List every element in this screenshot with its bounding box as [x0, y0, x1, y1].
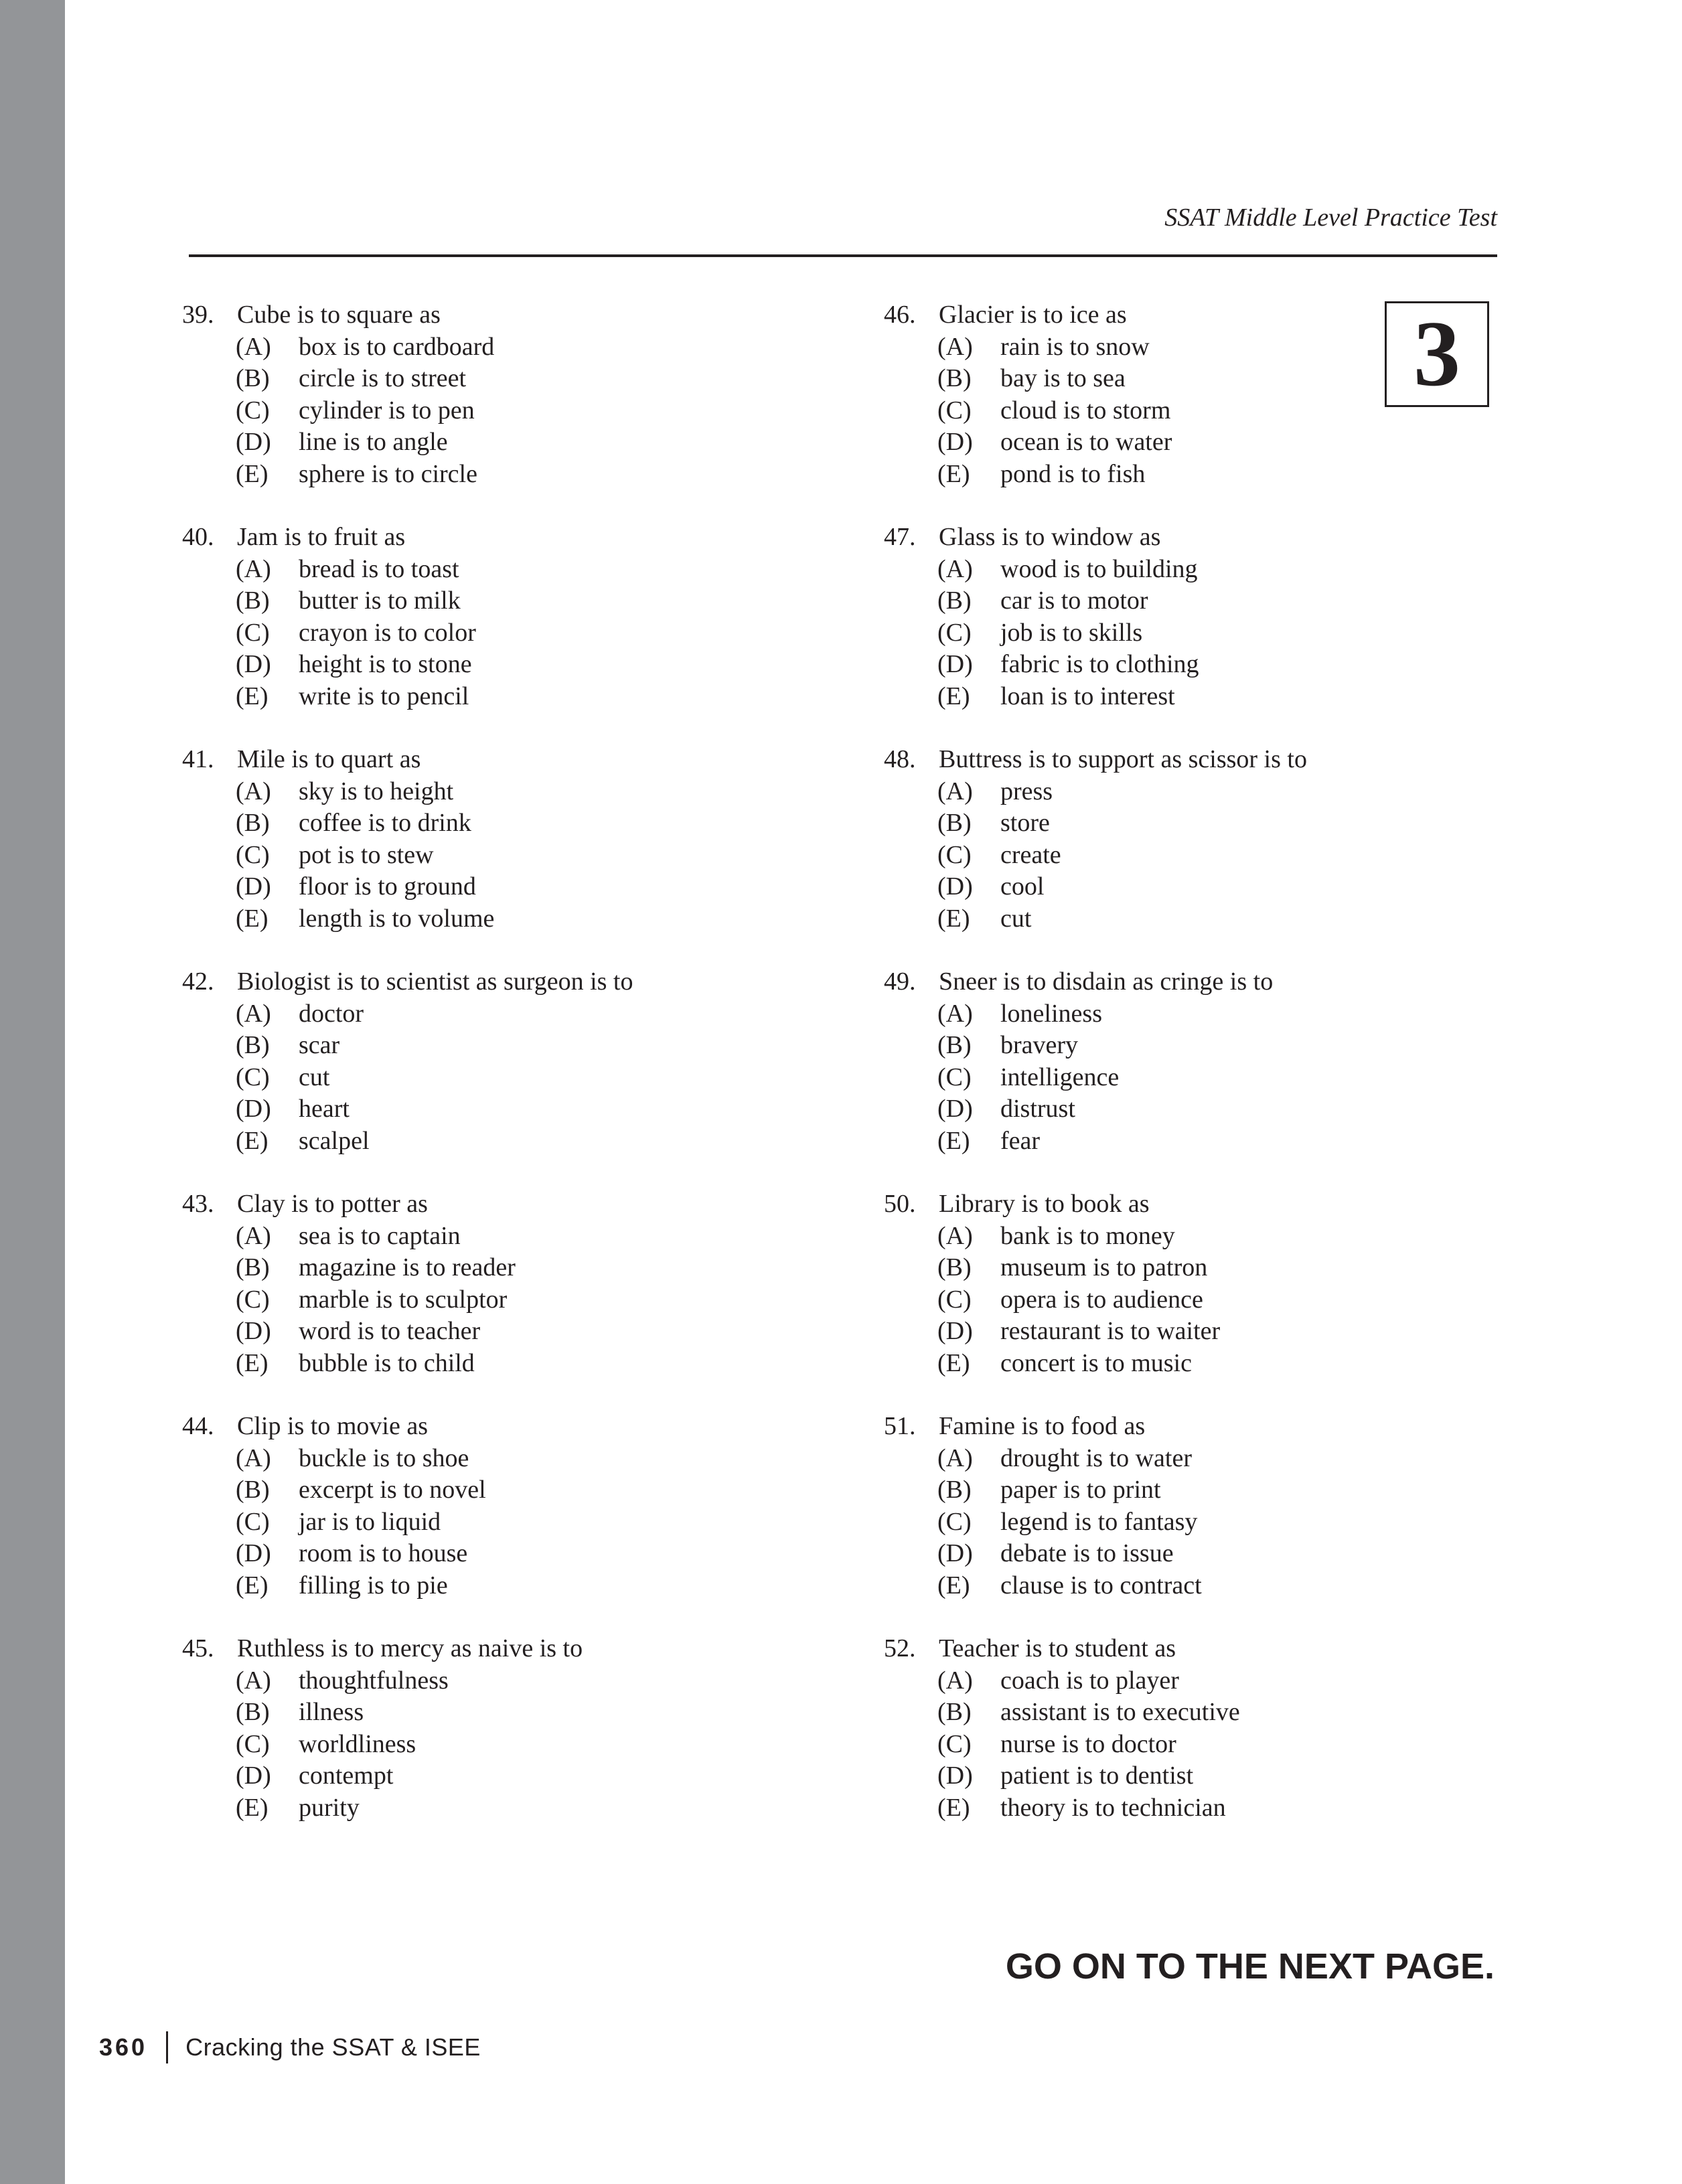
- choice-letter: (A): [236, 777, 271, 805]
- page-footer: [99, 2031, 481, 2063]
- answer-choice: [884, 1125, 1307, 1158]
- answer-choice: [182, 1697, 633, 1729]
- answer-choice: [182, 1125, 633, 1158]
- question-number: 47.: [884, 523, 916, 551]
- answer-choice: [182, 1348, 633, 1380]
- choice-text: scar: [299, 1031, 340, 1060]
- answer-choice: [884, 903, 1307, 935]
- choice-letter: (C): [236, 840, 270, 869]
- go-on-instruction: GO ON TO THE NEXT PAGE.: [1005, 1946, 1495, 1986]
- choice-letter: (A): [937, 1221, 973, 1250]
- answer-choice: [884, 363, 1307, 395]
- answer-choice: [182, 1093, 633, 1125]
- choice-text: fear: [1000, 1126, 1041, 1155]
- choice-text: rain is to snow: [1000, 332, 1150, 361]
- answer-choice: [884, 1284, 1307, 1316]
- choice-letter: (C): [236, 1063, 270, 1091]
- answer-choice: [182, 1760, 633, 1792]
- answer-choice: [884, 1570, 1307, 1602]
- answer-choice: [884, 1729, 1307, 1761]
- question-stem: [182, 1411, 633, 1443]
- answer-choice: [884, 395, 1307, 427]
- choice-text: cut: [1000, 904, 1032, 933]
- answer-choice: [884, 1665, 1307, 1697]
- section-number-box: 3: [1385, 301, 1489, 407]
- question-stem: [884, 1188, 1307, 1221]
- choice-text: distrust: [1000, 1095, 1075, 1123]
- choice-text: filling is to pie: [299, 1571, 448, 1600]
- running-header: SSAT Middle Level Practice Test: [1164, 204, 1497, 232]
- choice-text: doctor: [299, 999, 364, 1028]
- choice-letter: (D): [937, 650, 973, 679]
- right-question-column: [884, 299, 1307, 1855]
- choice-text: wood is to building: [1000, 554, 1198, 583]
- choice-letter: (A): [236, 1221, 271, 1250]
- choice-text: length is to volume: [299, 904, 495, 933]
- choice-text: box is to cardboard: [299, 332, 495, 361]
- choice-text: bubble is to child: [299, 1348, 475, 1377]
- answer-choice: [884, 1030, 1307, 1062]
- choice-text: clause is to contract: [1000, 1571, 1202, 1600]
- choice-text: bank is to money: [1000, 1221, 1175, 1250]
- choice-letter: (B): [937, 1476, 972, 1504]
- answer-choice: [884, 998, 1307, 1030]
- choice-text: sky is to height: [299, 777, 454, 805]
- choice-letter: (E): [236, 1348, 269, 1377]
- choice-letter: (D): [937, 428, 973, 457]
- choice-letter: (E): [236, 1126, 269, 1155]
- answer-choice: [182, 998, 633, 1030]
- answer-choice: [884, 1506, 1307, 1539]
- choice-text: debate is to issue: [1000, 1539, 1174, 1568]
- choice-text: word is to teacher: [299, 1317, 481, 1346]
- question-number: 45.: [182, 1634, 214, 1662]
- answer-choice: [182, 1538, 633, 1570]
- choice-letter: (A): [236, 999, 271, 1028]
- question-stem-text: Ruthless is to mercy as naive is to: [237, 1634, 583, 1662]
- choice-letter: (D): [236, 1317, 271, 1346]
- choice-text: create: [1000, 840, 1061, 869]
- choice-text: job is to skills: [1000, 618, 1143, 647]
- question-stem-text: Buttress is to support as scissor is to: [939, 745, 1307, 773]
- choice-text: write is to pencil: [299, 682, 469, 710]
- choice-text: cut: [299, 1063, 330, 1091]
- choice-letter: (B): [937, 809, 972, 838]
- choice-letter: (D): [236, 1095, 271, 1123]
- choice-letter: (A): [937, 332, 973, 361]
- question-stem-text: Glacier is to ice as: [939, 301, 1127, 329]
- choice-text: excerpt is to novel: [299, 1476, 486, 1504]
- choice-letter: (B): [236, 364, 270, 393]
- choice-letter: (A): [937, 554, 973, 583]
- choice-letter: (B): [236, 809, 270, 838]
- choice-letter: (D): [236, 428, 271, 457]
- choice-letter: (E): [236, 1571, 269, 1600]
- choice-text: jar is to liquid: [299, 1507, 441, 1536]
- choice-letter: (C): [937, 1063, 972, 1091]
- page-number: 360: [99, 2033, 148, 2061]
- answer-choice: [884, 807, 1307, 840]
- answer-choice: [884, 1348, 1307, 1380]
- question-item: [884, 299, 1307, 522]
- choice-text: intelligence: [1000, 1063, 1120, 1091]
- choice-text: theory is to technician: [1000, 1793, 1226, 1822]
- choice-letter: (C): [937, 1507, 972, 1536]
- answer-choice: [182, 331, 633, 364]
- choice-text: purity: [299, 1793, 360, 1822]
- question-stem: [884, 1633, 1307, 1665]
- choice-text: floor is to ground: [299, 872, 476, 901]
- choice-letter: (B): [937, 587, 972, 615]
- question-item: [182, 1633, 633, 1855]
- side-margin-bar: [0, 0, 65, 2184]
- choice-letter: (A): [236, 554, 271, 583]
- question-item: [182, 744, 633, 966]
- choice-letter: (E): [937, 1571, 970, 1600]
- choice-text: pond is to fish: [1000, 459, 1146, 488]
- question-number: 43.: [182, 1190, 214, 1218]
- question-number: 44.: [182, 1412, 214, 1440]
- answer-choice: [182, 585, 633, 617]
- question-stem: [182, 1633, 633, 1665]
- choice-text: contempt: [299, 1762, 394, 1790]
- question-stem: [182, 299, 633, 331]
- choice-text: opera is to audience: [1000, 1285, 1203, 1314]
- choice-letter: (D): [937, 1095, 973, 1123]
- question-stem: [884, 1411, 1307, 1443]
- choice-text: legend is to fantasy: [1000, 1507, 1198, 1536]
- answer-choice: [884, 1697, 1307, 1729]
- answer-choice: [884, 1093, 1307, 1125]
- choice-text: scalpel: [299, 1126, 370, 1155]
- question-item: [182, 966, 633, 1188]
- answer-choice: [884, 1316, 1307, 1348]
- question-stem-text: Biologist is to scientist as surgeon is to: [237, 967, 633, 996]
- choice-letter: (B): [937, 1031, 972, 1060]
- choice-text: concert is to music: [1000, 1348, 1192, 1377]
- answer-choice: [182, 807, 633, 840]
- choice-letter: (B): [937, 1698, 972, 1727]
- choice-letter: (D): [236, 1539, 271, 1568]
- choice-text: circle is to street: [299, 364, 467, 393]
- choice-text: press: [1000, 777, 1053, 805]
- answer-choice: [884, 681, 1307, 713]
- answer-choice: [884, 1474, 1307, 1506]
- choice-letter: (B): [236, 587, 270, 615]
- answer-choice: [884, 554, 1307, 586]
- choice-text: coach is to player: [1000, 1666, 1179, 1695]
- choice-letter: (D): [937, 872, 973, 901]
- choice-text: magazine is to reader: [299, 1253, 516, 1282]
- choice-text: crayon is to color: [299, 618, 476, 647]
- choice-letter: (C): [236, 1285, 270, 1314]
- choice-letter: (B): [236, 1031, 270, 1060]
- question-stem: [884, 299, 1307, 331]
- question-number: 42.: [182, 967, 214, 996]
- choice-letter: (D): [236, 650, 271, 679]
- answer-choice: [182, 1030, 633, 1062]
- question-stem-text: Famine is to food as: [939, 1412, 1146, 1440]
- question-number: 39.: [182, 301, 214, 329]
- choice-letter: (B): [236, 1698, 270, 1727]
- choice-letter: (E): [236, 904, 269, 933]
- question-number: 49.: [884, 967, 916, 996]
- choice-letter: (E): [236, 1793, 269, 1822]
- question-item: [884, 1411, 1307, 1633]
- choice-text: nurse is to doctor: [1000, 1729, 1176, 1758]
- answer-choice: [884, 1538, 1307, 1570]
- choice-letter: (E): [937, 904, 970, 933]
- choice-text: butter is to milk: [299, 587, 461, 615]
- choice-letter: (D): [236, 1762, 271, 1790]
- choice-text: worldliness: [299, 1729, 416, 1758]
- choice-letter: (C): [236, 1507, 270, 1536]
- answer-choice: [182, 1221, 633, 1253]
- choice-letter: (C): [236, 618, 270, 647]
- answer-choice: [884, 840, 1307, 872]
- question-item: [884, 966, 1307, 1188]
- choice-letter: (A): [236, 332, 271, 361]
- answer-choice: [182, 776, 633, 808]
- choice-text: bravery: [1000, 1031, 1079, 1060]
- question-stem-text: Clay is to potter as: [237, 1190, 428, 1218]
- choice-text: cloud is to storm: [1000, 396, 1171, 424]
- choice-text: sphere is to circle: [299, 459, 477, 488]
- question-stem: [182, 966, 633, 998]
- choice-letter: (C): [937, 396, 972, 424]
- choice-letter: (C): [236, 1729, 270, 1758]
- question-item: [884, 744, 1307, 966]
- choice-text: pot is to stew: [299, 840, 434, 869]
- answer-choice: [182, 395, 633, 427]
- question-item: [182, 522, 633, 744]
- answer-choice: [884, 1443, 1307, 1475]
- question-stem-text: Mile is to quart as: [237, 745, 421, 773]
- footer-divider: [166, 2031, 168, 2063]
- answer-choice: [182, 1284, 633, 1316]
- question-stem: [884, 744, 1307, 776]
- question-stem: [182, 1188, 633, 1221]
- choice-letter: (E): [937, 682, 970, 710]
- question-number: 51.: [884, 1412, 916, 1440]
- answer-choice: [182, 1665, 633, 1697]
- choice-letter: (D): [937, 1317, 973, 1346]
- choice-text: museum is to patron: [1000, 1253, 1208, 1282]
- choice-text: patient is to dentist: [1000, 1762, 1194, 1790]
- choice-letter: (B): [937, 364, 972, 393]
- question-number: 41.: [182, 745, 214, 773]
- answer-choice: [182, 1474, 633, 1506]
- question-item: [182, 1188, 633, 1411]
- question-item: [182, 1411, 633, 1633]
- answer-choice: [884, 1062, 1307, 1094]
- answer-choice: [182, 1443, 633, 1475]
- question-number: 48.: [884, 745, 916, 773]
- question-stem-text: Teacher is to student as: [939, 1634, 1176, 1662]
- choice-letter: (E): [937, 1126, 970, 1155]
- choice-text: room is to house: [299, 1539, 468, 1568]
- question-stem: [182, 522, 633, 554]
- choice-text: cool: [1000, 872, 1045, 901]
- answer-choice: [884, 649, 1307, 681]
- choice-letter: (C): [937, 618, 972, 647]
- question-stem: [182, 744, 633, 776]
- answer-choice: [182, 840, 633, 872]
- choice-text: fabric is to clothing: [1000, 650, 1199, 679]
- answer-choice: [884, 459, 1307, 491]
- choice-text: paper is to print: [1000, 1476, 1161, 1504]
- choice-text: loan is to interest: [1000, 682, 1175, 710]
- question-stem-text: Glass is to window as: [939, 523, 1161, 551]
- question-item: [884, 1188, 1307, 1411]
- choice-letter: (B): [236, 1476, 270, 1504]
- answer-choice: [182, 681, 633, 713]
- answer-choice: [884, 426, 1307, 459]
- choice-letter: (E): [236, 682, 269, 710]
- answer-choice: [884, 1760, 1307, 1792]
- choice-letter: (A): [236, 1444, 271, 1472]
- answer-choice: [884, 585, 1307, 617]
- choice-text: car is to motor: [1000, 587, 1148, 615]
- question-stem: [884, 522, 1307, 554]
- question-number: 46.: [884, 301, 916, 329]
- answer-choice: [182, 871, 633, 903]
- answer-choice: [884, 1792, 1307, 1824]
- choice-letter: (A): [236, 1666, 271, 1695]
- answer-choice: [182, 1792, 633, 1824]
- choice-text: height is to stone: [299, 650, 472, 679]
- left-question-column: [182, 299, 633, 1855]
- question-stem-text: Library is to book as: [939, 1190, 1150, 1218]
- answer-choice: [884, 1221, 1307, 1253]
- answer-choice: [182, 554, 633, 586]
- choice-text: buckle is to shoe: [299, 1444, 469, 1472]
- choice-letter: (A): [937, 1666, 973, 1695]
- answer-choice: [182, 1570, 633, 1602]
- choice-text: restaurant is to waiter: [1000, 1317, 1221, 1346]
- question-item: [182, 299, 633, 522]
- choice-text: thoughtfulness: [299, 1666, 449, 1695]
- choice-letter: (E): [236, 459, 269, 488]
- choice-text: bread is to toast: [299, 554, 459, 583]
- answer-choice: [182, 1062, 633, 1094]
- question-number: 40.: [182, 523, 214, 551]
- choice-letter: (E): [937, 1793, 970, 1822]
- answer-choice: [182, 903, 633, 935]
- question-item: [884, 1633, 1307, 1855]
- book-title: Cracking the SSAT & ISEE: [185, 2033, 481, 2061]
- choice-letter: (B): [236, 1253, 270, 1282]
- answer-choice: [884, 331, 1307, 364]
- question-stem-text: Sneer is to disdain as cringe is to: [939, 967, 1274, 996]
- choice-letter: (A): [937, 1444, 973, 1472]
- answer-choice: [884, 617, 1307, 649]
- header-rule: [189, 254, 1497, 257]
- choice-letter: (D): [937, 1539, 973, 1568]
- answer-choice: [182, 1729, 633, 1761]
- question-stem-text: Clip is to movie as: [237, 1412, 428, 1440]
- choice-letter: (D): [937, 1762, 973, 1790]
- choice-text: bay is to sea: [1000, 364, 1126, 393]
- choice-letter: (C): [937, 840, 972, 869]
- choice-letter: (C): [236, 396, 270, 424]
- choice-letter: (C): [937, 1285, 972, 1314]
- choice-letter: (E): [937, 1348, 970, 1377]
- choice-text: illness: [299, 1698, 364, 1727]
- answer-choice: [182, 1252, 633, 1284]
- question-stem: [884, 966, 1307, 998]
- answer-choice: [884, 776, 1307, 808]
- choice-text: heart: [299, 1095, 350, 1123]
- choice-letter: (D): [236, 872, 271, 901]
- choice-letter: (A): [937, 777, 973, 805]
- choice-text: loneliness: [1000, 999, 1102, 1028]
- choice-text: cylinder is to pen: [299, 396, 475, 424]
- choice-text: marble is to sculptor: [299, 1285, 508, 1314]
- answer-choice: [182, 426, 633, 459]
- answer-choice: [182, 1316, 633, 1348]
- answer-choice: [182, 649, 633, 681]
- question-stem-text: Jam is to fruit as: [237, 523, 406, 551]
- choice-letter: (A): [937, 999, 973, 1028]
- choice-text: ocean is to water: [1000, 428, 1172, 457]
- answer-choice: [884, 871, 1307, 903]
- answer-choice: [182, 1506, 633, 1539]
- choice-text: sea is to captain: [299, 1221, 461, 1250]
- choice-text: drought is to water: [1000, 1444, 1193, 1472]
- answer-choice: [182, 363, 633, 395]
- question-stem-text: Cube is to square as: [237, 301, 441, 329]
- answer-choice: [884, 1252, 1307, 1284]
- question-number: 52.: [884, 1634, 916, 1662]
- choice-letter: (C): [937, 1729, 972, 1758]
- choice-text: assistant is to executive: [1000, 1698, 1240, 1727]
- question-item: [884, 522, 1307, 744]
- choice-text: line is to angle: [299, 428, 448, 457]
- choice-letter: (B): [937, 1253, 972, 1282]
- question-number: 50.: [884, 1190, 916, 1218]
- choice-text: coffee is to drink: [299, 809, 471, 838]
- answer-choice: [182, 459, 633, 491]
- choice-letter: (E): [937, 459, 970, 488]
- choice-text: store: [1000, 809, 1050, 838]
- answer-choice: [182, 617, 633, 649]
